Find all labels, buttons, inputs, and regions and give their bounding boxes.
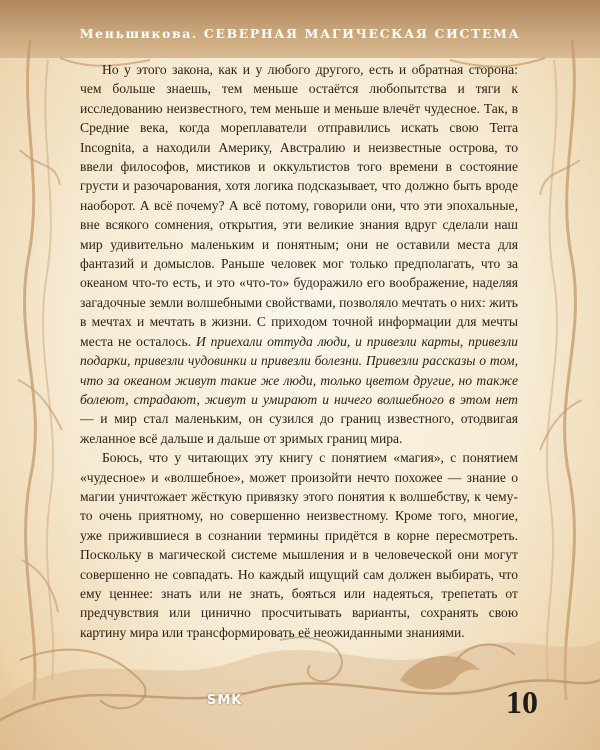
paragraph-1-text-b: — и мир стал маленьким, он сузился до границ известного, отодвигая желанное всё дальше и дальше от зримых границ мира. [80,411,518,446]
paragraph-1-italic: И приехали оттуда люди, и привезли карты, привезли подарки, привезли чудовинки и привезли болезни. Привезли рассказы о том, что за океаном живут такие же люди, только цветом другие, но также болеют, страдают, живут и умирают и ничего волшебного в этом нет [80,333,518,407]
paragraph-1-text-a: Но у этого закона, как и у любого другого, есть и обратная сторона: чем больше знаешь, тем меньше остаётся любопытства и тяги к исследованию неизвестного, тем меньше и меньше влечёт чудесное. Так, в Средние века, когда мореплаватели отправились искать свою Terra Incognita, а находили Америку, Австралию и неизвестные острова, то ввели философов, мистиков и оккультистов того времени в состояние грусти и разочарования, хотя логика подсказывает, что должно быть вроде наоборот. А всё почему? А всё потому, говорили они, что эти эпохальные, вне всякого сомнения, открытия, эти великие знания вдруг сделали наш мир удивительно маленьким и понятным; они не оставили места для фантазий и домыслов. Раньше человек мог только предполагать, что за океаном что-то есть, и это «что-то» будоражило его воображение, наделяя загадочные земли волшебными свойствами, позволяло мечтать о них: жить в мечтах и мечтать в жизни. С приходом точной информации для мечты места не осталось. [80,62,518,349]
paragraph-2: Боюсь, что у читающих эту книгу с понятием «магия», с понятием «чудесное» и «волшебное», может произойти нечто похожее — знание о магии уничтожает жёсткую привязку этого понятия к волшебству, к чему-то очень приятному, но совершенно неизвестному. Кроме того, многие, уже прижившиеся в сознании термины придётся в корне пересмотреть. Поскольку в магической системе мышления и в человеческой они могут совершенно не совпадать. Но каждый ищущий сам должен выбирать, что ему ценнее: знать или не знать, бояться или надеяться, трепетать от предчувствия или цинично просчитывать варианты, сохранять свою картину мира или трансформировать её неожиданными знаниями. [80,450,518,640]
paragraph-1 [80,60,518,448]
publisher-logo: SMK [207,693,243,708]
page-body [80,60,518,642]
running-header: Меньшикова. СЕВЕРНАЯ МАГИЧЕСКАЯ СИСТЕМА [79,26,521,41]
page-number: 10 [506,684,538,720]
